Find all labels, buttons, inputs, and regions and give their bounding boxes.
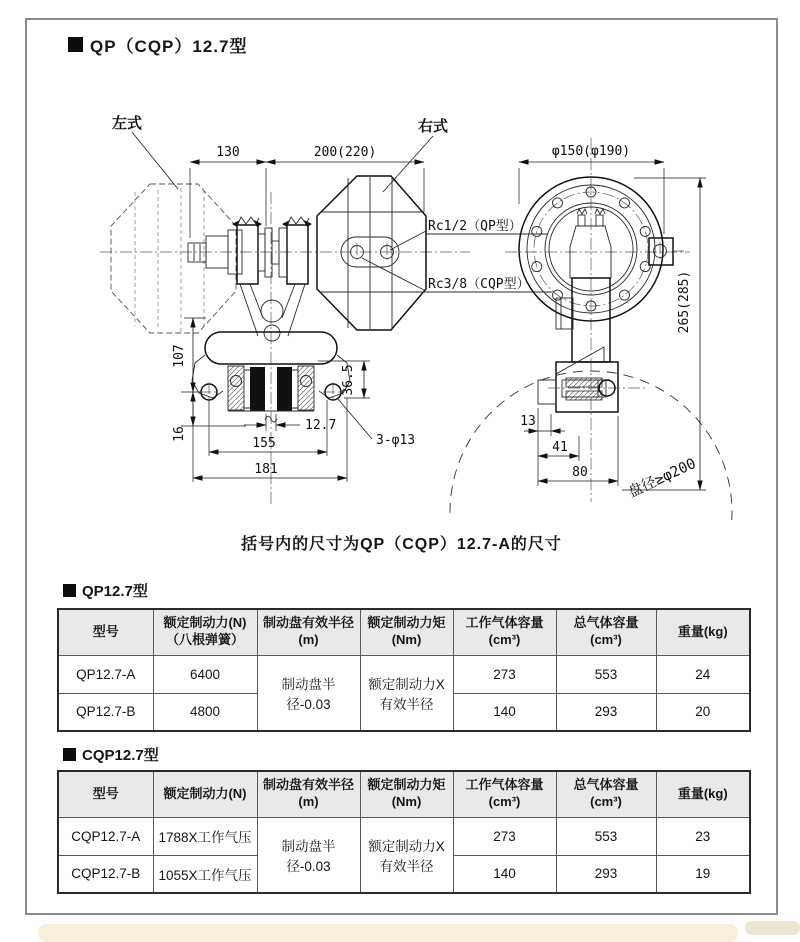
drawing-caption: 括号内的尺寸为QP（CQP）12.7-A的尺寸 xyxy=(241,536,562,553)
right-type-label: 右式 xyxy=(418,118,449,135)
table-row xyxy=(58,817,750,855)
dim-12-7: 12.7 xyxy=(305,418,337,433)
side-view xyxy=(450,138,732,520)
cell-work-volume: 140 xyxy=(453,693,556,731)
section-title-qp-text: QP12.7型 xyxy=(82,583,148,600)
col-model: 型号 xyxy=(58,609,153,655)
col-force: 额定制动力(N) （八根弹簧） xyxy=(153,609,257,655)
cell-total-volume: 553 xyxy=(556,817,656,855)
left-type-label: 左式 xyxy=(112,115,143,132)
dim-phi150: φ150(φ190) xyxy=(551,144,631,159)
title-bullet-icon xyxy=(68,37,83,52)
cell-model: QP12.7-A xyxy=(58,655,153,693)
cell-total-volume: 293 xyxy=(556,693,656,731)
table-header-row xyxy=(58,771,750,817)
cell-weight: 19 xyxy=(656,855,750,893)
cell-force: 1788X工作气压 xyxy=(153,817,257,855)
cell-torque-merged: 额定制动力X有效半径 xyxy=(360,655,453,731)
dim-80: 80 xyxy=(572,465,588,480)
col-work-volume: 工作气体容量 (cm³) xyxy=(453,771,556,817)
col-weight: 重量(kg) xyxy=(656,771,750,817)
col-total-volume: 总气体容量 (cm³) xyxy=(556,771,656,817)
cell-weight: 23 xyxy=(656,817,750,855)
front-view xyxy=(100,114,552,505)
cell-model: QP12.7-B xyxy=(58,693,153,731)
dim-13: 13 xyxy=(520,414,536,429)
section-title-qp xyxy=(63,580,148,601)
cell-total-volume: 553 xyxy=(556,655,656,693)
technical-drawing xyxy=(40,92,780,520)
cell-total-volume: 293 xyxy=(556,855,656,893)
col-radius: 制动盘有效半径 (m) xyxy=(257,609,360,655)
dim-130: 130 xyxy=(216,145,240,160)
col-total-volume: 总气体容量 (cm³) xyxy=(556,609,656,655)
dim-36-5: 36.5 xyxy=(341,364,356,396)
page-title-text: QP（CQP）12.7型 xyxy=(90,37,248,56)
dim-3-phi13: 3-φ13 xyxy=(376,433,416,448)
col-model: 型号 xyxy=(58,771,153,817)
dim-200-220: 200(220) xyxy=(313,145,377,160)
right-housing xyxy=(317,176,426,330)
page-title xyxy=(68,32,248,57)
cell-work-volume: 140 xyxy=(453,855,556,893)
bottom-decor-band xyxy=(38,924,738,942)
cell-model: CQP12.7-B xyxy=(58,855,153,893)
cell-radius-merged: 制动盘半径-0.03 xyxy=(257,817,360,893)
col-torque: 额定制动力矩 (Nm) xyxy=(360,609,453,655)
port-cqp-label: Rc3/8（CQP型） xyxy=(428,277,530,292)
left-housing-phantom xyxy=(111,184,236,333)
col-torque: 额定制动力矩 (Nm) xyxy=(360,771,453,817)
section-bullet-icon xyxy=(63,748,76,761)
dim-155: 155 xyxy=(252,436,276,451)
cell-weight: 20 xyxy=(656,693,750,731)
cell-work-volume: 273 xyxy=(453,817,556,855)
section-bullet-icon xyxy=(63,584,76,597)
disc-diameter-note: 盘径≥φ200 xyxy=(626,455,699,501)
dim-265-285: 265(285) xyxy=(677,270,692,334)
cell-model: CQP12.7-A xyxy=(58,817,153,855)
table-row xyxy=(58,655,750,693)
cell-force: 6400 xyxy=(153,655,257,693)
cell-weight: 24 xyxy=(656,655,750,693)
dim-41: 41 xyxy=(552,440,568,455)
cell-force: 1055X工作气压 xyxy=(153,855,257,893)
cqp-spec-table xyxy=(57,770,751,894)
side-bracket xyxy=(538,347,648,412)
col-work-volume: 工作气体容量 (cm³) xyxy=(453,609,556,655)
cell-radius-merged: 制动盘半径-0.03 xyxy=(257,655,360,731)
section-title-cqp-text: CQP12.7型 xyxy=(82,747,159,764)
port-labels xyxy=(362,218,552,292)
col-radius: 制动盘有效半径 (m) xyxy=(257,771,360,817)
dim-16: 16 xyxy=(172,426,187,442)
section-title-cqp xyxy=(63,744,159,765)
dim-181: 181 xyxy=(254,462,278,477)
table-header-row xyxy=(58,609,750,655)
cell-work-volume: 273 xyxy=(453,655,556,693)
cylinder-tower xyxy=(556,209,684,362)
front-view-dimensions xyxy=(172,145,424,482)
cell-force: 4800 xyxy=(153,693,257,731)
dim-107: 107 xyxy=(172,344,187,368)
cell-torque-merged: 额定制动力X有效半径 xyxy=(360,817,453,893)
col-force: 额定制动力(N) xyxy=(153,771,257,817)
qp-spec-table xyxy=(57,608,751,732)
piston-assembly xyxy=(188,217,312,284)
col-weight: 重量(kg) xyxy=(656,609,750,655)
port-qp-label: Rc1/2（QP型） xyxy=(428,219,522,234)
